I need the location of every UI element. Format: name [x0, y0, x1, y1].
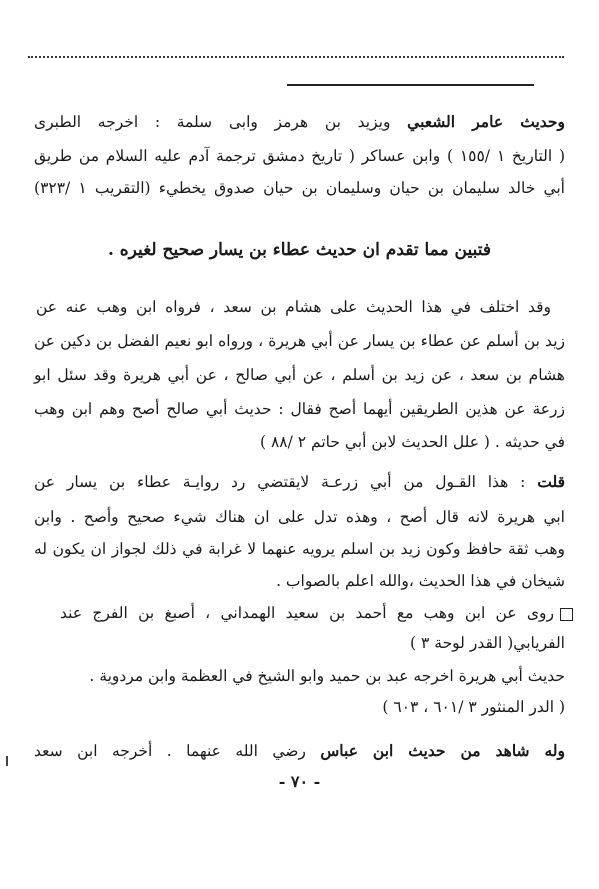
paragraph-1-line-2: ( التاريخ ١ /١٥٥ ) وابن عساكر ( تاريخ دمشق ترجمة آدم عليه السلام من طريق — [34, 147, 565, 165]
bold-phrase: وله شاهد من حديث ابن عباس — [320, 741, 565, 760]
paragraph-1-line-1 — [34, 112, 565, 132]
text-run: روى عن ابن وهب مع أحمد بن سعيد الهمداني ، أصبغ بن الفرج عند — [60, 604, 554, 622]
bold-phrase: قلت — [537, 472, 565, 491]
paragraph-4-line-3: حديث أبي هريرة اخرجه عبد بن حميد وابو الشيخ في العظمة وابن مردوية . — [89, 667, 565, 685]
paragraph-5-line-1 — [34, 741, 565, 761]
paragraph-2-line-3: هشام بن سعد ، عن زيد بن أسلم ، عن أبي صالح ، عن أبي هريرة وقد سئل ابو — [34, 366, 565, 384]
paragraph-2-line-2: زيد بن أسلم عن عطاء بن يسار عن أبي هريرة ، ورواه ابو نعيم الفضل بن دكين عن — [34, 332, 565, 350]
text-run: رضي الله عنهما . أخرجه ابن سعد — [34, 742, 321, 760]
dotted-header-rule — [28, 56, 564, 58]
scan-edge-mark — [6, 756, 8, 766]
paragraph-2-line-4: زرعة عن هذين الطريقين أيهما أصح فقال : حديث أبي صالح أصح وهم ابن وهب — [34, 400, 565, 418]
paragraph-3-line-1 — [34, 472, 565, 492]
text-run: : هذا القـول من أبي زرعـة لايقتضي رد روايـة عطاء بن يسار عن — [34, 473, 538, 491]
paragraph-3-line-2: ابي هريرة لانه قال أصح ، وهذه تدل على ان هناك شيء صحيح وأصح . وابن — [34, 508, 565, 526]
paragraph-4-line-1 — [60, 603, 573, 623]
paragraph-3-line-3: وهب ثقة حافظ وكون زيد بن اسلم يرويه عنهما لا غرابة في ذلك لجواز ان يكون له — [34, 540, 565, 558]
page-number: - ٧٠ - — [278, 772, 321, 791]
bold-phrase: وحديث عامر الشعبي — [407, 112, 565, 131]
paragraph-3-line-4: شيخان في هذا الحديث ،والله اعلم بالصواب . — [276, 572, 565, 590]
checkbox-icon — [560, 608, 573, 621]
paragraph-4-line-4: ( الدر المنثور ٣ /٦٠١ ، ٦٠٣ ) — [382, 698, 565, 716]
section-heading: فتبين مما تقدم ان حديث عطاء بن يسار صحيح لغيره . — [107, 240, 491, 260]
paragraph-1-line-3: أبي خالد سليمان بن حيان وسليمان بن حيان صدوق يخطيء (التقريب ١ /٣٢٣) — [34, 179, 565, 197]
footnote-separator-rule — [287, 84, 534, 86]
paragraph-4-line-2: الفريابي( القدر لوحة ٣ ) — [410, 634, 565, 652]
paragraph-2-line-1: وقد اختلف في هذا الحديث على هشام بن سعد ، فرواه ابن وهب عنه عن — [36, 298, 551, 316]
paragraph-2-line-5: في حديثه . ( علل الحديث لابن أبي حاتم ٢ /٨٨ ) — [259, 433, 565, 451]
text-run: ويزيد بن هرمز وابى سلمة : اخرجه الطبرى — [34, 113, 408, 131]
